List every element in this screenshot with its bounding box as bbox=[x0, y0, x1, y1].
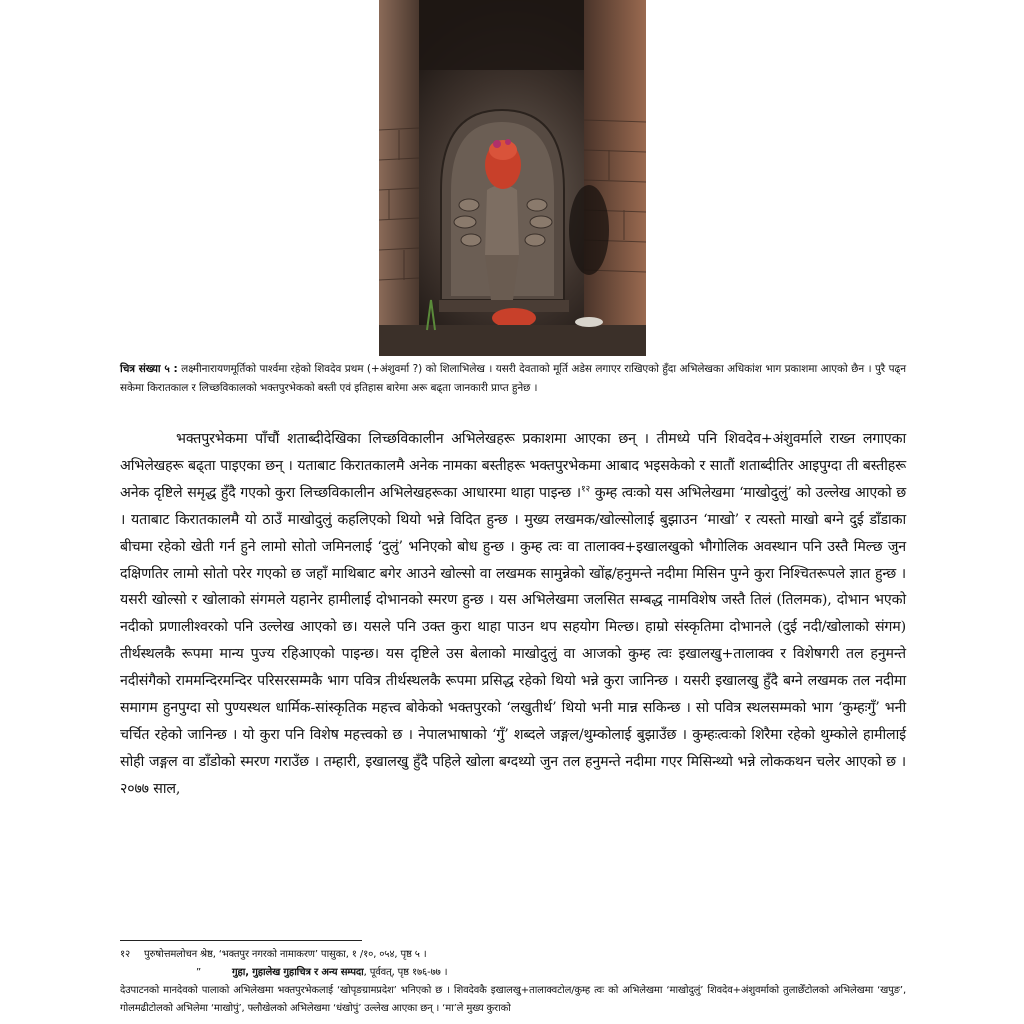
body-text bbox=[120, 426, 906, 803]
footnotes bbox=[120, 946, 906, 1018]
sculpture-photo bbox=[379, 0, 646, 356]
paragraph-text-2: कुम्ह त्वःको यस अभिलेखमा ‘माखोदुलुं’ को उल्लेख आएको छ । यताबाट किरातकालमै यो ठाउँ माखोदुलुं कहलिएको थियो भन्ने विदित हुन्छ । मुख्य लखमक/खोल्सोलाई बुझाउन ‘माखो’ र त्यस्तो माखो बग्ने दुई डाँडाका बीचमा रहेको खेती गर्न हुने लामो सोतो जमिनलाई ‘दुलुं’ भनिएको बोध हुन्छ । कुम्ह त्वः वा तालाक्व+इखालखुको भौगोलिक अवस्थान पनि उस्तै मिल्छ जुन दक्षिणतिर लामो सोतो परेर गएको छ जहाँ माथिबाट बगेर आउने खोल्सो वा लखमक सामुन्नेको खोंह्र/हनुमन्ते नदीमा मिसिन पुग्ने कुरा निश्चितरूपले ज्ञात हुन्छ । यसरी खोल्सो र खोलाको संगमले यहानेर हामीलाई दोभानको स्मरण हुन्छ । यस अभिलेखमा जलसित सम्बद्ध नामविशेष जस्तै तिलं (तिलमक), दोभान भएको नदीको प्रणालीश्वरको पनि उल्लेख आएको छ। यसले पनि उक्त कुरा थाहा पाउन थप सहयोग मिल्छ। हाम्रो संस्कृतिमा दोभानले (दुई नदी/खोलाको संगम) तीर्थस्थलकै रूपमा मान्य पुज्य रहिआएको पाइन्छ। यस दृष्टिले उस बेलाको माखोदुलुं वा आजको कुम्ह त्वः इखालखु+तालाक्व र विशेषगरी तल हनुमन्ते नदीसंगैको राममन्दिरमन्दिर परिसरसम्मकै भाग पवित्र तीर्थस्थलकै रूपमा प्रसिद्ध रहेको थियो भन्ने कुरा जानिन्छ । यसरी इखालखु हुँदै बग्ने लखमक तल नदीमा समागम हुनपुग्दा सो पुण्यस्थल धार्मिक-सांस्कृतिक महत्त्व बोकेको भक्तपुरको ‘लखुतीर्थ’ थियो भनी मान्न सकिन्छ । सो पवित्र स्थलसम्मको भाग ‘कुम्हःगुँ’ भनी चर्चित रहेको जानिन्छ । यो कुरा पनि विशेष महत्त्वको छ । नेपालभाषाको ‘गुँ’ शब्दले जङ्गल/थुम्कोलाई बुझाउँछ । कुम्हःत्वःको शिरैमा रहेको थुम्कोले हामीलाई सोही जङ्गल वा डाँडोको स्मरण गराउँछ । तम्हारी, इखालखु हुँदै पहिले खोला बग्दथ्यो जुन तल हनुमन्ते नदीमा गएर मिसिन्थ्यो भन्ने लोककथन चलेर आएको छ । २०७७ साल, bbox=[120, 484, 906, 797]
footnote-ref[interactable]: १२ bbox=[581, 484, 591, 495]
footnote-book-title: गुहा, गुहालेख गुहाचित्र र अन्य सम्पदा bbox=[232, 967, 364, 978]
footnote-ditto bbox=[120, 964, 906, 982]
paragraph-text-1: भक्तपुरभेकमा पाँचौं शताब्दीदेखिका लिच्छविकालीन अभिलेखहरू प्रकाशमा आएका छन् । तीमध्ये पनि शिवदेव+अंशुवर्माले राख्न लगाएका अभिलेखहरू बढ्ता पाइएका छन् । यताबाट किरातकालमै अनेक नामका बस्तीहरू भक्तपुरभेकमा आबाद भइसकेको र सातौं शताब्दीतिर आइपुग्दा ती बस्तीहरू अनेक दृष्टिले समृद्ध हुँदै गएको कुरा लिच्छविकालीन अभिलेखहरूका आधारमा थाहा पाइन्छ । bbox=[120, 431, 906, 501]
footnote-number: १२ bbox=[120, 949, 131, 960]
paragraph bbox=[120, 426, 906, 803]
sculpture-illustration bbox=[379, 0, 646, 356]
footnote-continuation: देउपाटनको मानदेवको पालाको अभिलेखमा भक्तपुरभेकलाई ‘खोपृङग्रामप्रदेश’ भनिएको छ । शिवदेवकै इखालखु+तालाक्वटोल/कुम्ह त्वः को अभिलेखमा ‘माखोदुलुं’ शिवदेव+अंशुवर्माको तुलाछेँटोलको अभिलेखमा ‘खपुङ’, गोलमढीटोलको अभिलेमा ‘माखोपुं’, फ्लौखेलको अभिलेखमा ‘धंखोपुं’ उल्लेख आएका छन् । ‘मा’ले मुख्य कुराको bbox=[120, 985, 906, 1014]
caption-text: लक्ष्मीनारायणमूर्तिको पार्श्वमा रहेको शिवदेव प्रथम (+अंशुवर्मा ?) को शिलाभिलेख । यसरी देवताको मूर्ति अडेस लगाएर राखिएको हुँदा अभिलेखका अधिकांश भाग प्रकाशमा आएको छैन । पुरै पढ्न सकेमा किरातकाल र लिच्छविकालको भक्तपुरभेकको बस्ती एवं इतिहास बारेमा अरू बढ्ता जानकारी प्राप्त हुनेछ । bbox=[120, 363, 906, 394]
footnote-rule bbox=[120, 940, 362, 941]
footnote-12 bbox=[120, 946, 906, 964]
footnote-text: पुरुषोत्तमलोचन श्रेष्ठ, ‘भक्तपुर नगरको नामाकरण’ पासुका, १ /१०, ०५४, पृष्ठ ५ । bbox=[144, 949, 427, 960]
caption-label: चित्र संख्या ५ : bbox=[120, 363, 178, 375]
ditto-mark: ” bbox=[196, 967, 202, 978]
figure-caption bbox=[120, 360, 906, 398]
footnote-text: , पूर्ववत्, पृष्ठ १७६-७७ । bbox=[363, 967, 448, 978]
